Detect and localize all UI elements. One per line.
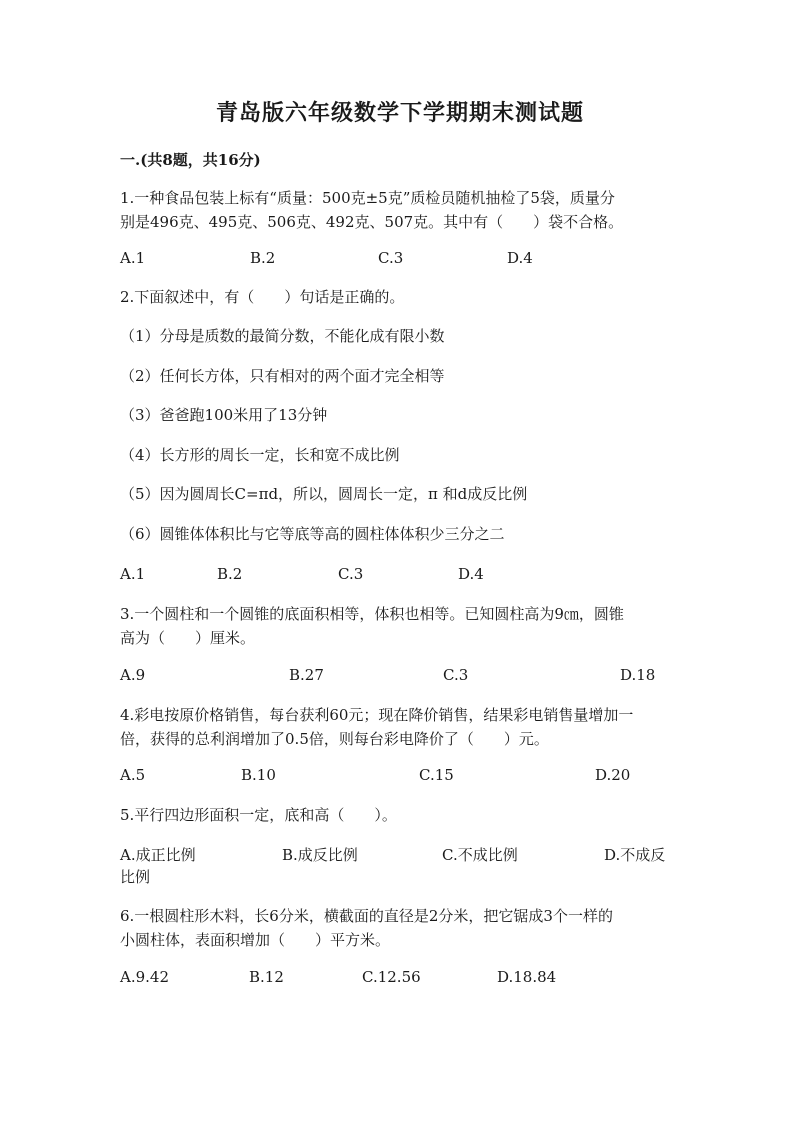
question-1-line-1: 1.一种食品包装上标有“质量：500克±5克”质检员随机抽检了5袋，质量分 [120,189,615,207]
option-d: D.4 [458,565,484,583]
option-a: A.1 [120,565,146,583]
section-heading: 一.(共8题，共16分) [120,151,261,169]
option-c: C.不成比例 [442,846,518,864]
option-c: C.3 [378,249,404,267]
option-a: A.5 [120,766,146,784]
question-2-stem: 2.下面叙述中，有（ ）句话是正确的。 [120,288,405,306]
question-1-line-2: 别是496克、495克、506克、492克、507克。其中有（ ）袋不合格。 [120,213,624,231]
question-5-option-d-wrap: 比例 [120,868,151,886]
question-4-line-2: 倍，获得的总利润增加了0.5倍，则每台彩电降价了（ ）元。 [120,730,549,748]
option-b: B.2 [217,565,243,583]
statement-5: （5）因为圆周长C=πd，所以，圆周长一定，π 和d成反比例 [120,485,528,503]
statement-6: （6）圆锥体体积比与它等底等高的圆柱体体积少三分之二 [120,525,505,543]
option-a: A.9.42 [120,968,169,986]
option-c: C.3 [443,666,469,684]
option-b: B.成反比例 [282,846,358,864]
question-4-line-1: 4.彩电按原价格销售，每台获利60元；现在降价销售，结果彩电销售量增加一 [120,706,634,724]
option-b: B.12 [249,968,284,986]
option-d: D.18 [620,666,656,684]
option-d: D.18.84 [497,968,557,986]
option-a: A.9 [120,666,146,684]
option-c: C.15 [419,766,454,784]
option-a: A.1 [120,249,146,267]
option-b: B.27 [289,666,324,684]
option-b: B.2 [250,249,276,267]
statement-4: （4）长方形的周长一定，长和宽不成比例 [120,446,400,464]
question-6-line-1: 6.一根圆柱形木料，长6分米，横截面的直径是2分米，把它锯成3个一样的 [120,907,613,925]
option-d: D.不成反 [604,846,666,864]
question-6-line-2: 小圆柱体，表面积增加（ ）平方米。 [120,931,391,949]
option-d: D.4 [507,249,533,267]
statement-1: （1）分母是质数的最简分数，不能化成有限小数 [120,327,445,345]
page-title: 青岛版六年级数学下学期期末测试题 [215,100,584,126]
option-a: A.成正比例 [120,846,196,864]
question-3-line-2: 高为（ ）厘米。 [120,629,256,647]
statement-2: （2）任何长方体，只有相对的两个面才完全相等 [120,367,445,385]
option-b: B.10 [241,766,276,784]
question-3-line-1: 3.一个圆柱和一个圆锥的底面积相等，体积也相等。已知圆柱高为9㎝，圆锥 [120,605,624,623]
statement-3: （3）爸爸跑100米用了13分钟 [120,406,328,424]
option-c: C.3 [338,565,364,583]
option-d: D.20 [595,766,631,784]
question-5-stem: 5.平行四边形面积一定，底和高（ ）。 [120,806,397,824]
option-c: C.12.56 [362,968,421,986]
